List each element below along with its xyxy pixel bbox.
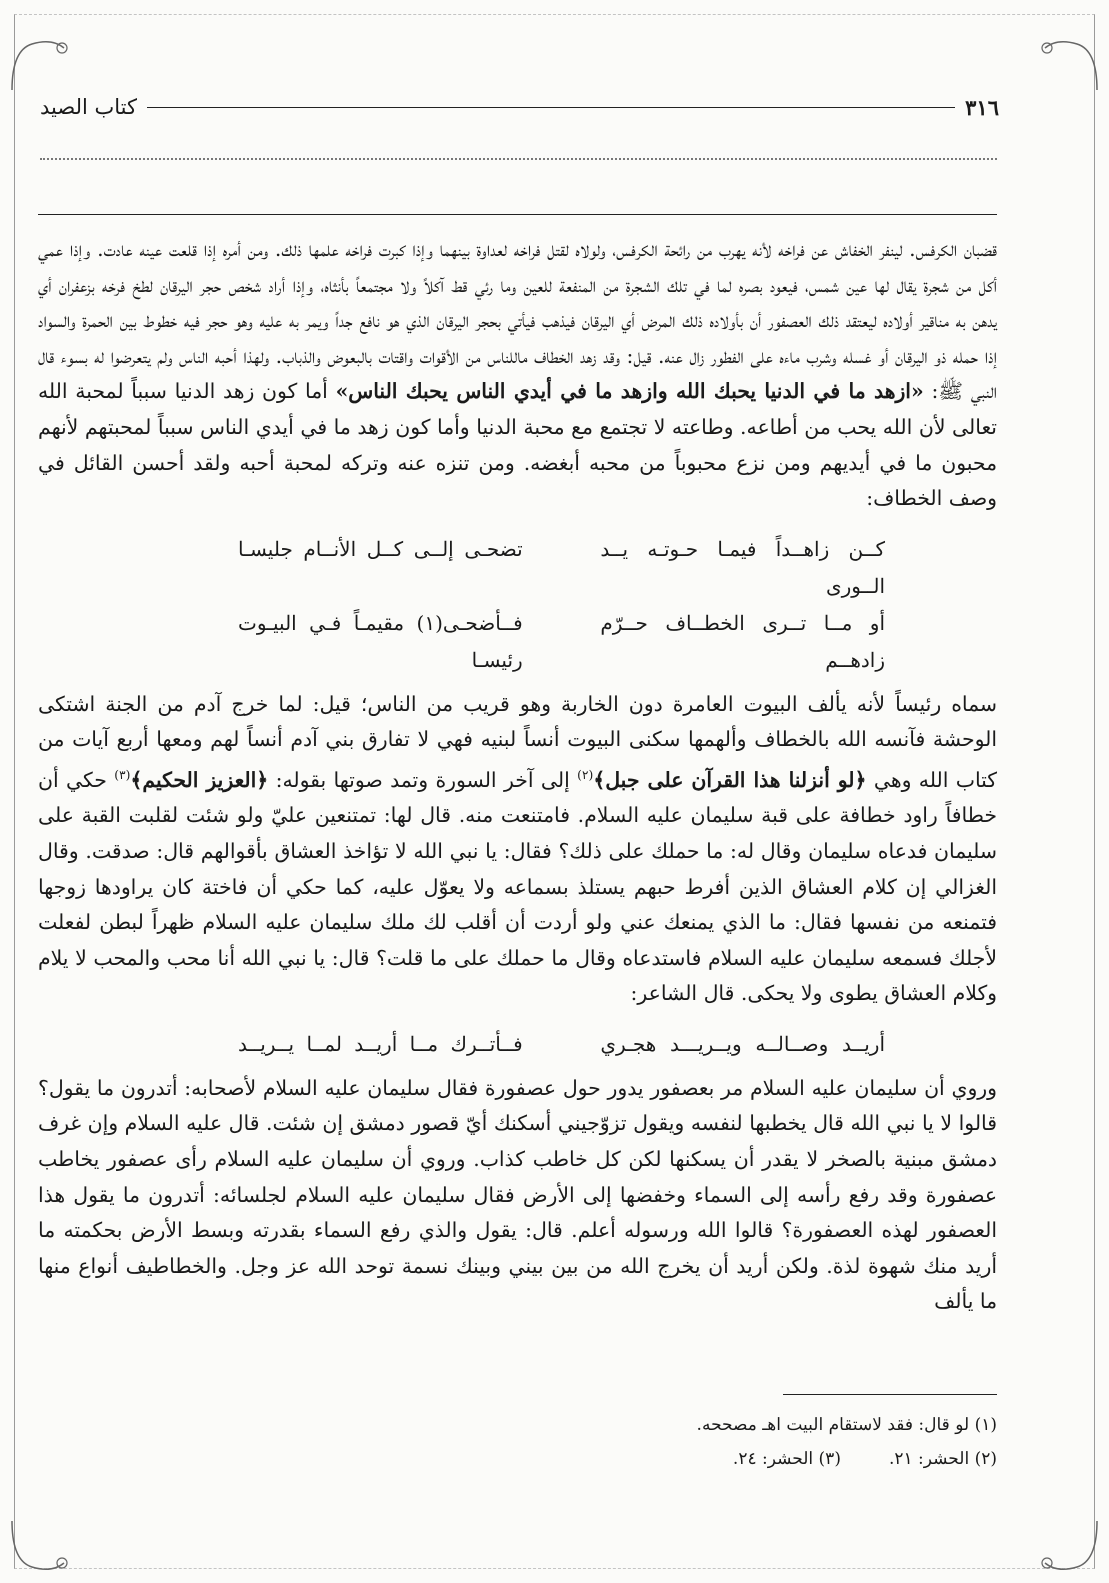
hemistich: فــأتــرك مــا أريــد لمــا يــريــد bbox=[238, 1031, 523, 1056]
paragraph-1 bbox=[38, 232, 997, 517]
hemistich: فــأضحـى(١) مقيمـاً فـي البيـوت رئيسـا bbox=[238, 610, 523, 672]
corner-ornament-bottom-right bbox=[1037, 1511, 1107, 1581]
hemistich: تضحـى إلــى كــل الأنــام جليسـا bbox=[238, 536, 523, 561]
footnotes bbox=[297, 1408, 997, 1476]
paragraph-2-text: سماه رئيساً لأنه يألف البيوت العامرة دون الخاربة وهو قريب من الناس؛ قيل: لما خرج آدم من الجنة اشتكى الوحشة فآنسه الله بالخطاف وألهمها سكنى البيوت أنساً لبنيه فهي لا تفارق بني آدم أنساً لهم ومعها أربع آيات من كتاب الله وهي bbox=[38, 691, 998, 792]
paragraph-1-end: أما كون زهد الدنيا سبباً لمحبة الله تعالى لأن الله يحب من أطاعه. وطاعته لا تجتمع مع محبة الدنيا وأما كون زهد ما في أيدي الناس سبباً لمحبتهم لأنهم محبون ما في أيديهم ومن نزع محبوباً من محبه أبغضه. ومن تنزه عنه وتركه لمحبة أحبه ولقد أحسن القائل في وصف الخطاف: bbox=[38, 379, 997, 511]
footnote-marker-2: (٢) bbox=[577, 767, 594, 782]
corner-ornament-top-left bbox=[2, 30, 72, 100]
paragraph-2 bbox=[38, 687, 997, 1012]
paragraph-3 bbox=[38, 1071, 997, 1320]
paragraph-2-end: حكي أن خطافاً راود خطافة على قبة سليمان عليه السلام. فامتنعت منه. قال لها: تمتنعين عليّ ولو شئت لقلبت القبة على سليمان فدعاه سليمان وقال له: ما حملك على ذلك؟ فقال: يا نبي الله لا تؤاخذ العشاق بأقوالهم قال: صدقت. وقال الغزالي إن كلام العشاق الذين أفرط حبهم يستلذ بسماعه ولا يعوّل عليه، كما حكي أن فاختة كان يراودها زوجها فتمنعه من نفسها فقال: ما الذي يمنعك عني ولو أردت أن أقلب لك ملك سليمان عليه السلام ظهراً لبطن لفعلت لأجلك فسمعه سليمان عليه السلام فاستدعاه وقال ما حملك على ما قلت؟ قال: يا نبي الله أنا محب والمحب لا يلام وكلام العشاق يطوى ولا يحكى. قال الشاعر: bbox=[38, 767, 997, 1006]
footnote-rule bbox=[783, 1394, 997, 1395]
footnote-2: (٢) الحشر: ٢١. bbox=[888, 1449, 997, 1469]
poem-1-verse-1 bbox=[38, 531, 997, 605]
footnote-marker-3: (٣) bbox=[114, 767, 131, 782]
paragraph-2-mid: إلى آخر السورة وتمد صوتها بقوله: bbox=[275, 767, 570, 792]
hemistich: أو مــا تــرى الخطــاف حــرّم زادهــم bbox=[600, 610, 885, 672]
poem-2 bbox=[38, 1026, 997, 1063]
body-top-rule bbox=[38, 214, 997, 215]
running-header bbox=[40, 92, 999, 122]
footnote-row bbox=[297, 1442, 997, 1476]
book-title: كتاب الصيد bbox=[40, 95, 137, 119]
main-text bbox=[38, 232, 997, 1320]
header-dotted-rule bbox=[40, 158, 997, 160]
paragraph-3-text: وروي أن سليمان عليه السلام مر بعصفور يدور حول عصفورة فقال سليمان عليه السلام لأصحابه: أتدرون ما يقول؟ قالوا لا يا نبي الله قال يخطبها لنفسه ويقول تزوّجيني أسكنك أيّ قصور دمشق إن شئت. قال عليه السلام وإن غرف دمشق مبنية بالصخر لا يقدر أن يسكنها لكن كل خاطب كذاب. وروي أن سليمان عليه السلام رأى عصفور يخاطب عصفورة وقد رفع رأسه إلى السماء وخفضها إلى الأرض فقال سليمان عليه السلام لجلسائه: أتدرون ما يقول هذا العصفور لهذه العصفورة؟ قالوا الله ورسوله أعلم. قال: يقول والذي رفع السماء بقدرته وبسط الأرض بحكمته ما أريد منك شهوة لذة. ولكن أريد أن يخرج الله من بين بيني وبينك نسمة توحد الله عز وجل. والخطاطيف أنواع منها ما يألف bbox=[38, 1075, 997, 1314]
poem-1 bbox=[38, 531, 997, 679]
paragraph-1-text: قضبان الكرفس. لينفر الخفاش عن فراخه لأنه يهرب من رائحة الكرفس، ولولاه لقتل فراخه لعداوة بينهما وإذا كبرت فراخه علمها ذلك. ومن أمره إذا قلعت عينه عادت. وإذا عمي أكل من شجرة يقال لها عين شمس، فيعود بصره لما في تلك الشجرة من المنفعة للعين وما رئي قط آكلاً ولا مجتمعاً بأنثاه، وإذا أراد شخص حجر اليرقان لطخ فرخه بزعفران أي يدهن به مناقير أولاده ليعتقد ذلك العصفور أن بأولاده ذلك المرض أي اليرقان فيذهب فيأتي بحجر اليرقان الذي هو نافع جداً ويمر به عليه وهو حجر فيه خطوط بين الحمرة والسواد إذا حمله ذو اليرقان أو غسله وشرب ماءه على الفطور زال عنه. قيل: وقد زهد الخطاف ماللناس من الأقوات واقتات بالبعوض والذباب. ولهذا أحبه الناس ولم يتعرضوا له بسوء قال النبي ﷺ: bbox=[38, 237, 997, 404]
corner-ornament-top-right bbox=[1037, 30, 1107, 100]
page-number: ٣١٦ bbox=[965, 94, 999, 120]
poem-2-verse-1 bbox=[38, 1026, 997, 1063]
poem-1-verse-2 bbox=[38, 605, 997, 679]
header-rule bbox=[147, 107, 955, 108]
hadith-quote: «ازهد ما في الدنيا يحبك الله وازهد ما في أيدي الناس يحبك الناس» bbox=[335, 379, 924, 404]
quran-quote-1: ﴿لو أنزلنا هذا القرآن على جبل﴾ bbox=[593, 767, 867, 792]
quran-quote-2: ﴿العزيز الحكيم﴾ bbox=[130, 767, 269, 792]
footnote-3: (٣) الحشر: ٢٤. bbox=[732, 1449, 841, 1469]
hemistich: أريــد وصــالــه ويــريـــد هجـري bbox=[600, 1031, 885, 1056]
footnote-1: (١) لو قال: فقد لاستقام البيت اهـ مصححه. bbox=[696, 1415, 997, 1435]
hemistich: كــن زاهــداً فيمـا حـوتـه يــد الــورى bbox=[600, 536, 885, 598]
corner-ornament-bottom-left bbox=[2, 1511, 72, 1581]
